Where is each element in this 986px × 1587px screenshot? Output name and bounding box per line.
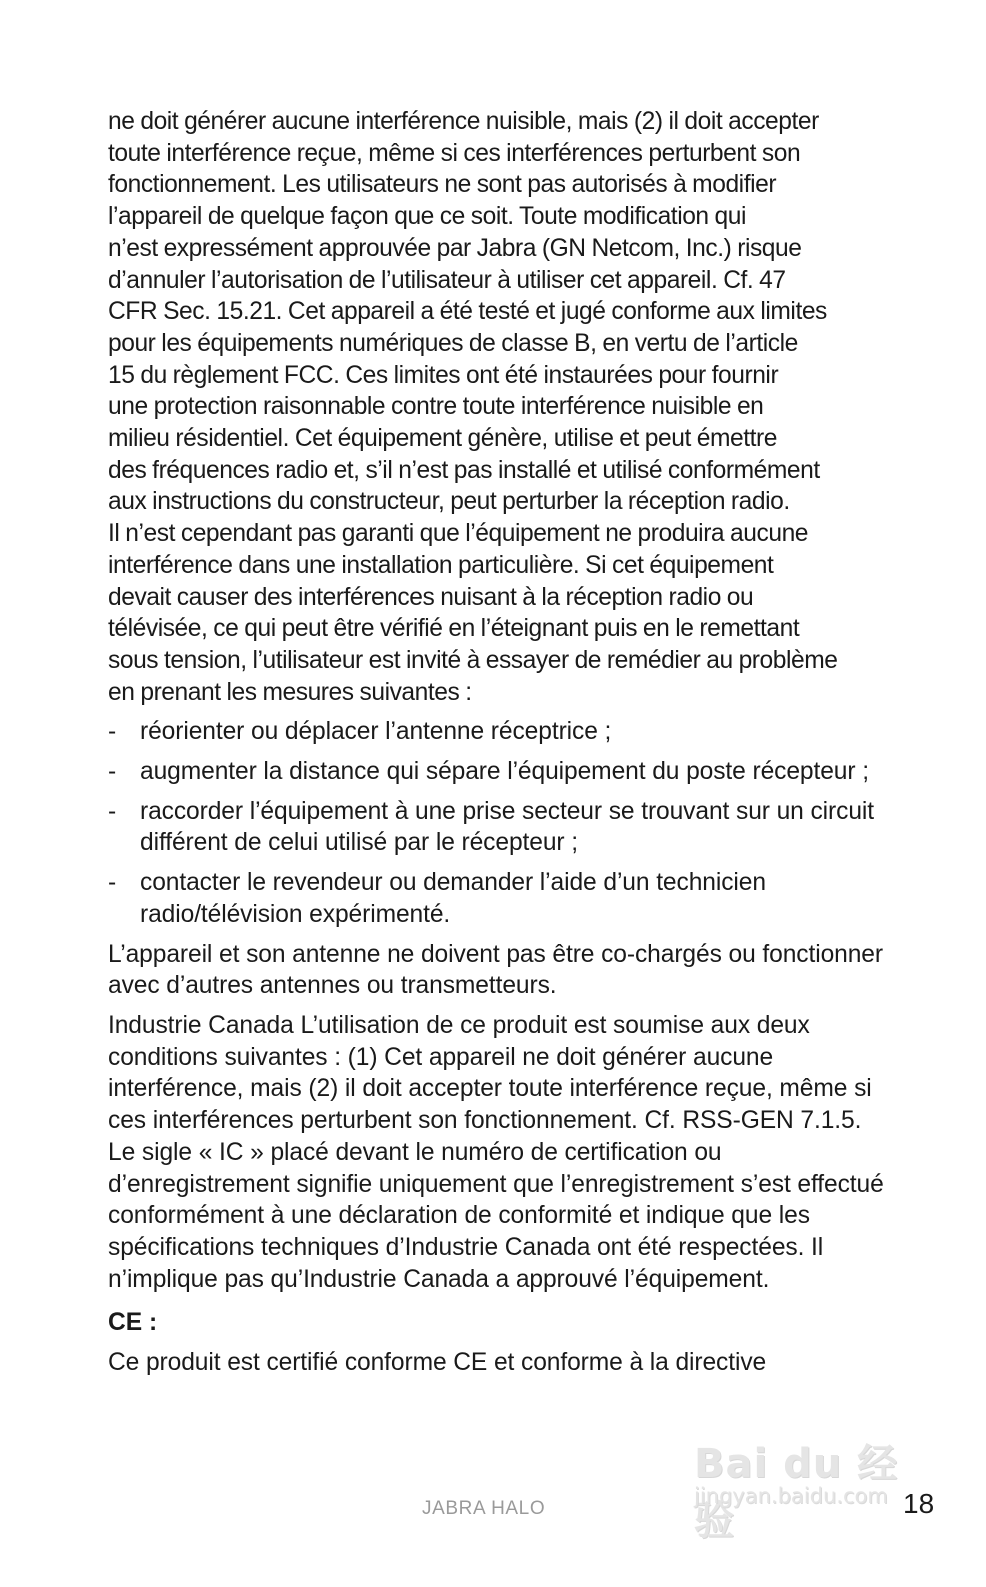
list-item-text: augmenter la distance qui sépare l’équipement du poste récepteur ; [140, 758, 869, 786]
list-item-text: réorienter ou déplacer l’antenne réceptrice ; [140, 718, 612, 746]
text-line: en prenant les mesures suivantes : [108, 678, 472, 706]
text-line: d’annuler l’autorisation de l’utilisateur à utiliser cet appareil. Cf. 47 [108, 266, 786, 294]
text-line: n’est expressément approuvée par Jabra (GN Netcom, Inc.) risque [108, 234, 802, 262]
text-line: 15 du règlement FCC. Ces limites ont été instaurées pour fournir [108, 361, 779, 389]
list-item-text: raccorder l’équipement à une prise secteur se trouvant sur un circuit différent de celui utilisé par le récepteur ; [140, 797, 875, 857]
text-line: pour les équipements numériques de classe B, en vertu de l’article [108, 329, 798, 357]
text-line: CFR Sec. 15.21. Cet appareil a été testé et jugé conforme aux limites [108, 298, 827, 326]
watermark-url: jingyan.baidu.com [694, 1484, 888, 1508]
text-line: devait causer des interférences nuisant à la réception radio ou [108, 583, 754, 611]
text-line: télévisée, ce qui peut être vérifié en l’éteignant puis en le remettant [108, 615, 800, 643]
ce-paragraph: Ce produit est certifié conforme CE et conforme à la directive [108, 1349, 767, 1377]
list-item [108, 867, 888, 930]
baidu-logo: Bai du 经验 [694, 1441, 899, 1544]
dash-bullet: - [108, 718, 117, 746]
list-item [108, 796, 888, 859]
text-line: Il n’est cependant pas garanti que l’équipement ne produira aucune [108, 520, 809, 548]
list-item [108, 716, 888, 748]
text-line: fonctionnement. Les utilisateurs ne sont pas autorisés à modifier [108, 171, 777, 199]
list-item-text: contacter le revendeur ou demander l’aide d’un technicien radio/télévision expérimenté. [140, 869, 766, 928]
text-line: milieu résidentiel. Cet équipement génère, utilise et peut émettre [108, 425, 777, 453]
text-line: l’appareil de quelque façon que ce soit. Toute modification qui [108, 203, 747, 231]
text-line: aux instructions du constructeur, peut perturber la réception radio. [108, 488, 790, 516]
measures-list [108, 716, 888, 930]
industry-canada-paragraph: Industrie Canada L’utilisation de ce produit est soumise aux deux conditions suivantes : (1) Cet appareil ne doit générer aucune interférence, mais (2) il doit accepter toute interférence reçue, même si ces interférences perturbent son fonctionnement. Cf. RSS-GEN 7.1.5. Le sigle « IC » placé devant le numéro de certification ou d’enregistrement signifie uniquement que l’enregistrement s’est effectué conformément à une déclaration de conformité et indique que les spécifications techniques d’Industrie Canada ont été respectées. Il n’implique pas qu’Industrie Canada a approuvé l’équipement. [108, 1011, 884, 1293]
text-line: sous tension, l’utilisateur est invité à essayer de remédier au problème [108, 646, 838, 674]
dash-bullet: - [108, 869, 117, 897]
text-line: des fréquences radio et, s’il n’est pas installé et utilisé conformément [108, 456, 820, 484]
dash-bullet: - [108, 797, 117, 825]
baidu-watermark [690, 1432, 910, 1544]
antenna-paragraph: L’appareil et son antenne ne doivent pas être co-chargés ou fonctionner avec d’autres antennes ou transmetteurs. [108, 940, 883, 1000]
text-line: toute interférence reçue, même si ces interférences perturbent son [108, 139, 801, 167]
footer-brand: JABRA HALO [422, 1498, 546, 1519]
text-line: ne doit générer aucune interférence nuisible, mais (2) il doit accepter [108, 108, 819, 135]
text-line: interférence dans une installation particulière. Si cet équipement [108, 551, 774, 579]
dash-bullet: - [108, 758, 117, 786]
page-number: 18 [903, 1488, 935, 1519]
ce-heading: CE : [108, 1309, 158, 1337]
document-page [108, 106, 888, 1379]
fcc-paragraph [108, 106, 888, 708]
list-item [108, 756, 888, 788]
text-line: une protection raisonnable contre toute interférence nuisible en [108, 393, 764, 421]
